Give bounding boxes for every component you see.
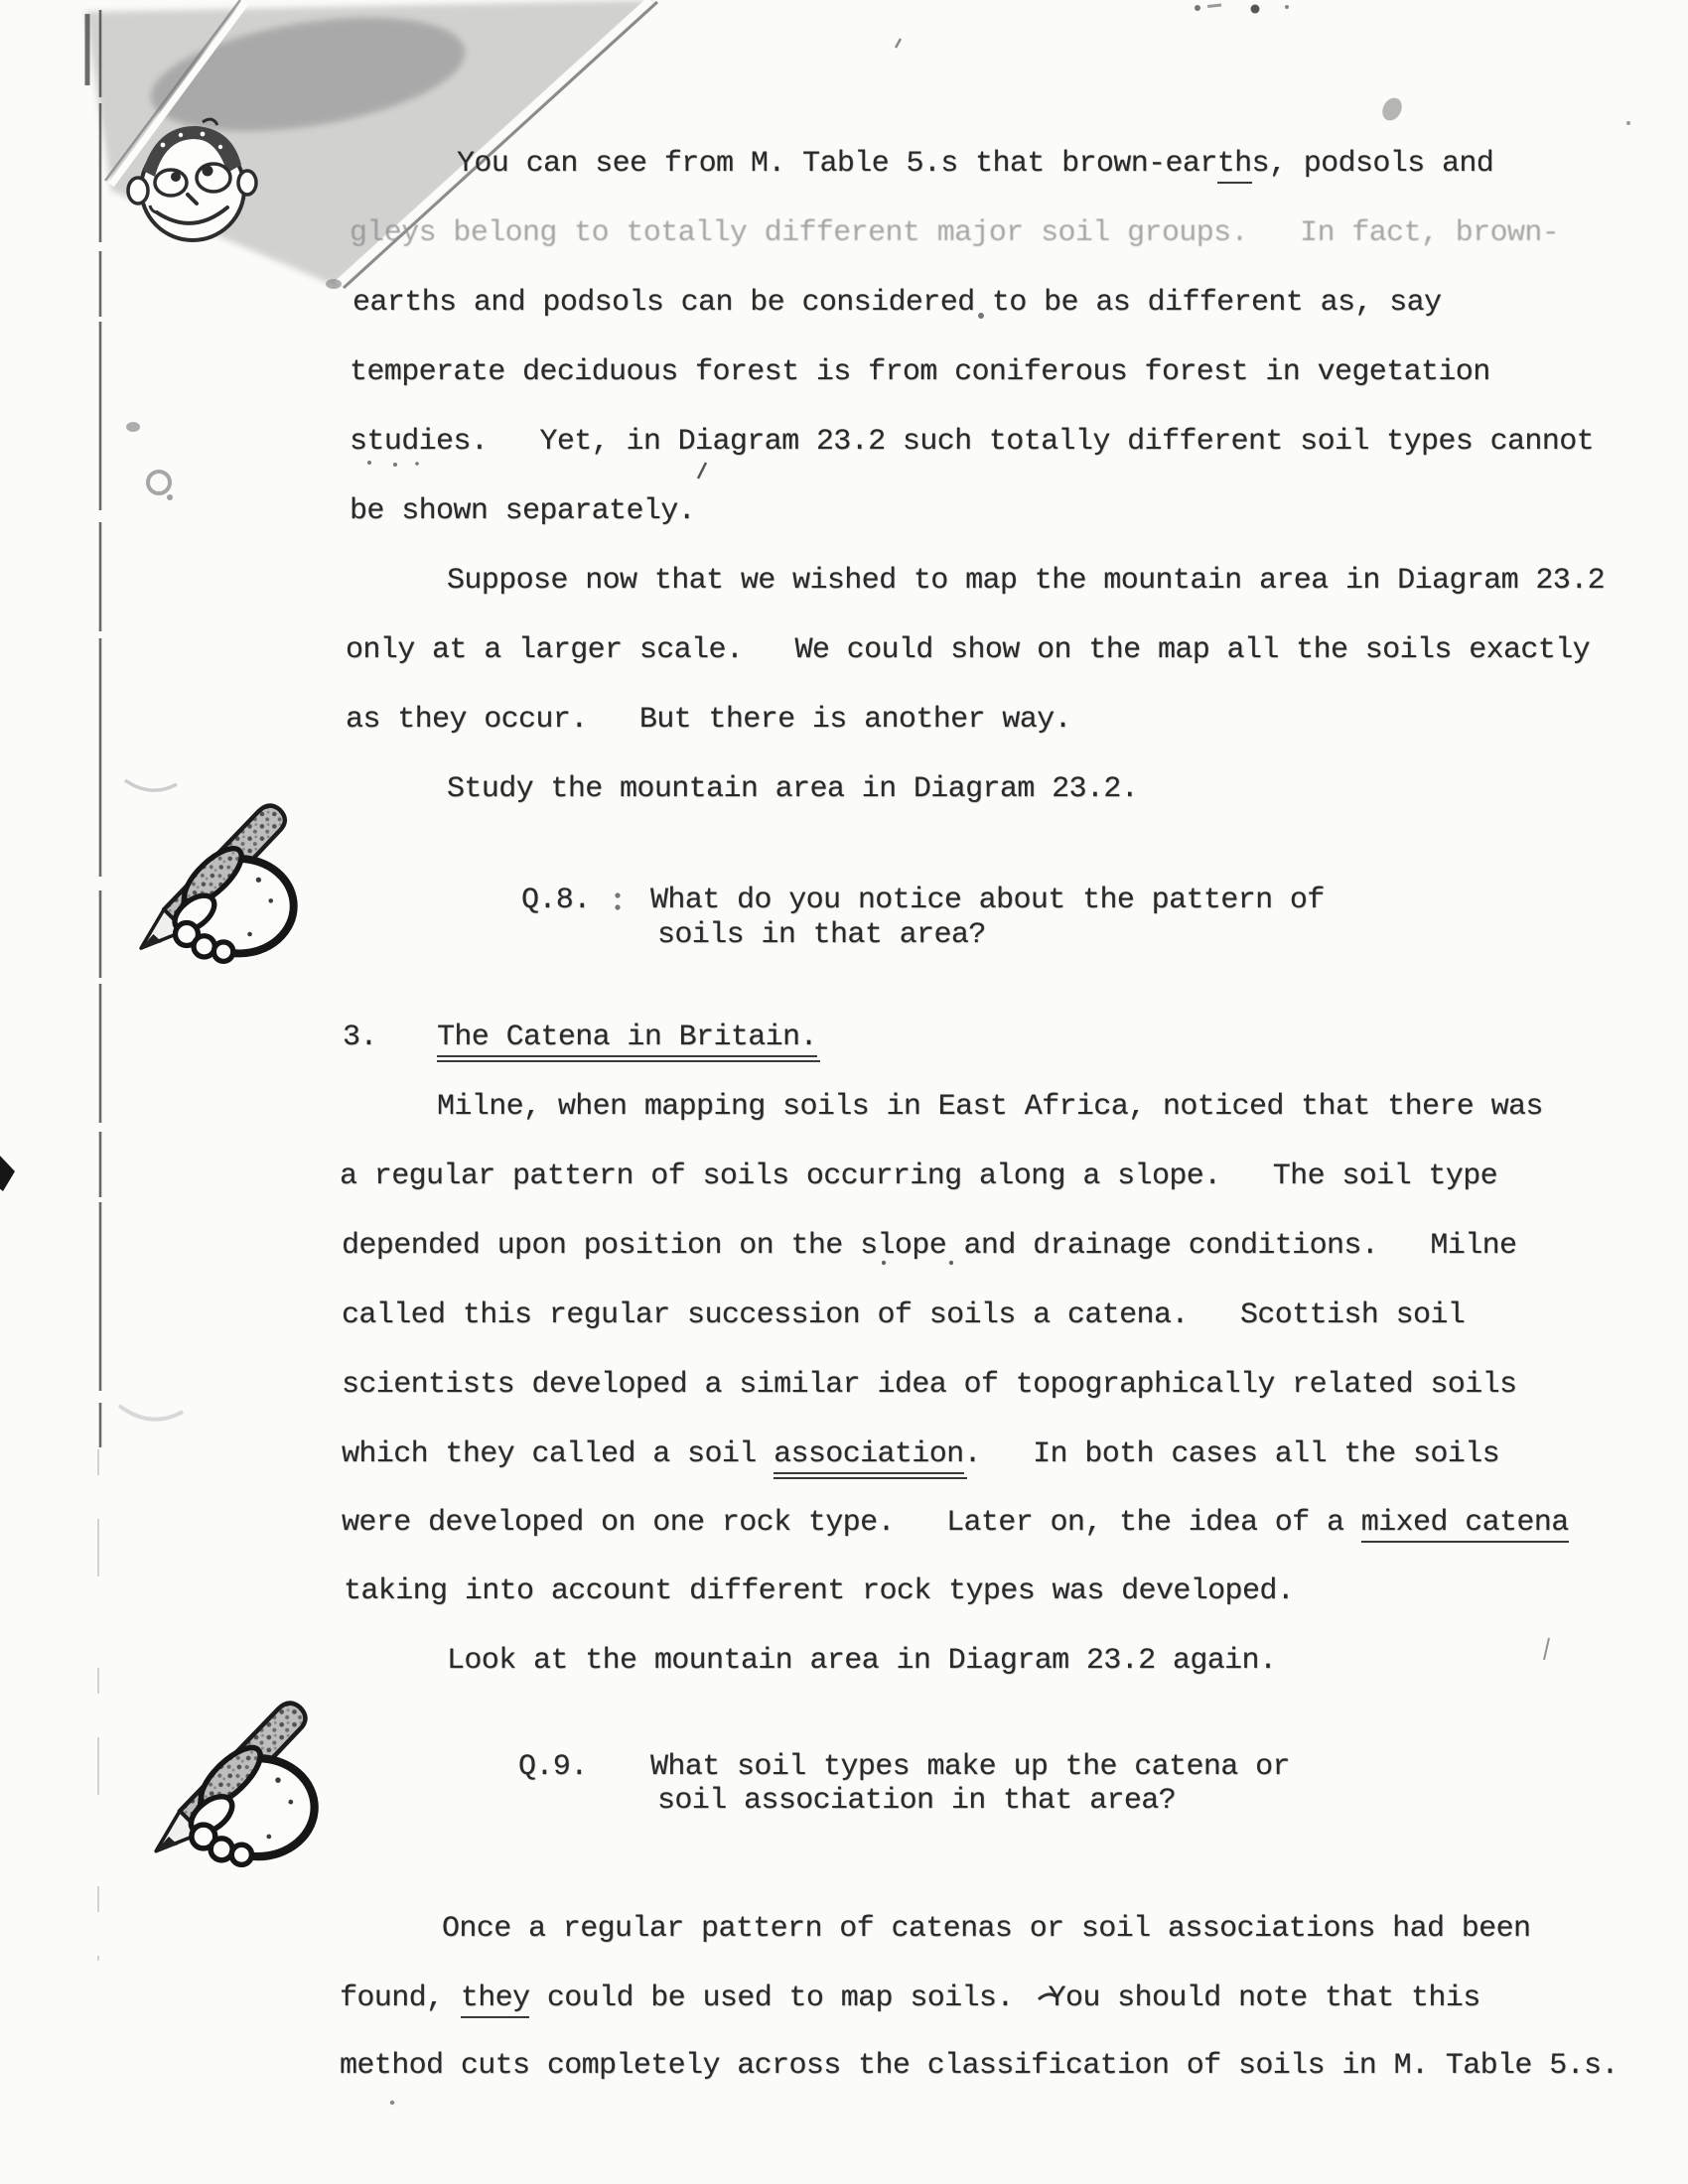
para1-line2-faded: gleys belong to totally different major soil groups. In fact, brown- — [350, 216, 1560, 250]
para6-line2-post: could be used to map soils. You should note that this — [529, 1981, 1480, 2015]
para1-line4: temperate deciduous forest is from coniferous forest in vegetation — [350, 355, 1490, 389]
para4-line3: depended upon position on the slope and drainage conditions. Milne — [342, 1229, 1517, 1263]
underlined-they: they — [461, 1981, 530, 2018]
para6-line2-pre: found, — [340, 1981, 461, 2015]
section3-heading — [437, 1021, 817, 1054]
para1-line3: earths and podsols can be considered to be as different as, say — [352, 286, 1442, 320]
para5-line1: Look at the mountain area in Diagram 23.2 again. — [447, 1644, 1277, 1678]
para4-line5: scientists developed a similar idea of topographically related soils — [342, 1368, 1517, 1402]
section3-number: 3. — [343, 1021, 377, 1054]
para2-line2: only at a larger scale. We could show on the map all the soils exactly — [346, 633, 1591, 667]
para4-line7-pre: were developed on one rock type. Later on, the idea of a — [342, 1506, 1361, 1540]
para3-line1: Study the mountain area in Diagram 23.2. — [447, 772, 1139, 806]
section3-title: The Catena in Britain. — [437, 1021, 817, 1057]
underlined-th: th — [1217, 147, 1252, 184]
para1-line1 — [457, 147, 1493, 181]
para4-line6-pre: which they called a soil — [342, 1437, 774, 1471]
q9-label: Q.9. — [518, 1750, 588, 1784]
para4-line1: Milne, when mapping soils in East Africa, noticed that there was — [437, 1090, 1543, 1124]
para6-line3: method cuts completely across the classification of soils in M. Table 5.s. — [340, 2049, 1618, 2083]
q8-line2: soils in that area? — [657, 918, 986, 952]
para2-line1: Suppose now that we wished to map the mountain area in Diagram 23.2 — [447, 564, 1605, 598]
para4-line6 — [342, 1437, 1499, 1471]
q8-label: Q.8. — [521, 884, 591, 917]
para6-line1: Once a regular pattern of catenas or soil associations had been — [442, 1912, 1531, 1946]
edge-diamond-mark — [0, 1154, 15, 1191]
para4-line7 — [342, 1506, 1569, 1540]
para2-line3: as they occur. But there is another way. — [346, 703, 1071, 737]
para4-line2: a regular pattern of soils occurring along a slope. The soil type — [340, 1160, 1497, 1193]
para1-line1-text: You can see from M. Table 5.s that brown-ear — [457, 147, 1217, 181]
para4-line8: taking into account different rock types was developed. — [344, 1574, 1295, 1608]
para1-line6: be shown separately. — [350, 494, 696, 528]
para1-line5: studies. Yet, in Diagram 23.2 such totally different soil types cannot — [350, 425, 1595, 459]
q9-line2: soil association in that area? — [657, 1784, 1177, 1818]
para4-line6-post: . In both cases all the soils — [963, 1437, 1500, 1471]
underlined-association: association — [774, 1437, 963, 1474]
para1-line1-tail: s, podsols and — [1251, 147, 1494, 181]
q9-line1: What soil types make up the catena or — [650, 1750, 1290, 1784]
para6-line2 — [340, 1981, 1480, 2015]
underlined-mixed-catena: mixed catena — [1361, 1506, 1569, 1543]
q8-line1: What do you notice about the pattern of — [650, 884, 1325, 917]
para4-line4: called this regular succession of soils a catena. Scottish soil — [342, 1298, 1466, 1332]
